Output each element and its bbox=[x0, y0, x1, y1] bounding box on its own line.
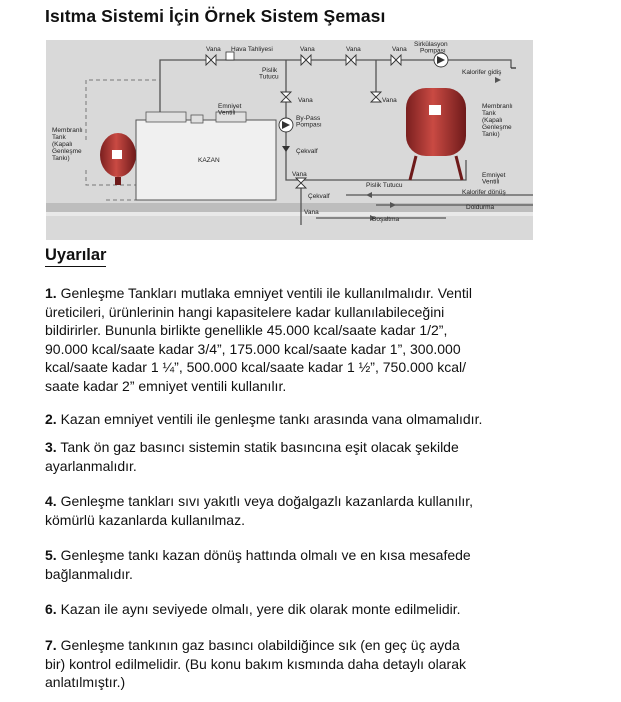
label-pislik-tutucu-top: Pislik Tutucu bbox=[259, 67, 279, 81]
warning-number: 3. bbox=[45, 439, 57, 455]
warning-line: saate kadar 2” emniyet ventili kullanılır. bbox=[45, 377, 287, 394]
warning-line: bir) kontrol edilmelidir. (Bu konu bakım kısmında daha detaylı olarak bbox=[45, 655, 466, 672]
warning-line: Tank ön gaz basıncı sistemin statik basıncına eşit olacak şekilde bbox=[60, 439, 459, 455]
label-vana-bottom: Vana bbox=[292, 171, 307, 178]
label-kalorifer-gidis: Kalorifer gidiş bbox=[462, 69, 502, 76]
bypass-pump-icon bbox=[279, 118, 293, 132]
label-vana-mid-right: Vana bbox=[382, 97, 397, 104]
warning-line: bağlanmalıdır. bbox=[45, 565, 133, 582]
warning-number: 7. bbox=[45, 637, 57, 653]
label-kalorifer-donus: Kalorifer dönüş bbox=[462, 189, 506, 196]
warning-line: Genleşme Tankları mutlaka emniyet ventili ile kullanılmalıdır. Ventil bbox=[60, 285, 472, 301]
warning-item-5 bbox=[45, 546, 535, 583]
warning-item-3 bbox=[45, 438, 535, 475]
label-emniyet-ventili-right: Emniyet Ventili bbox=[482, 172, 506, 186]
label-doldurma: Doldurma bbox=[466, 204, 495, 211]
circulation-pump-icon bbox=[434, 53, 448, 67]
label-kazan: KAZAN bbox=[198, 157, 220, 164]
label-sirkulasyon-pompasi: Sirkülasyon Pompası bbox=[414, 41, 448, 55]
warning-number: 6. bbox=[45, 601, 57, 617]
warning-item-6 bbox=[45, 600, 535, 619]
system-schema-diagram bbox=[46, 40, 533, 240]
floor bbox=[46, 208, 533, 214]
warning-line: anlatılmıştır.) bbox=[45, 674, 126, 690]
warning-number: 5. bbox=[45, 547, 57, 563]
warning-number: 4. bbox=[45, 493, 57, 509]
warning-item-7 bbox=[45, 636, 535, 692]
label-vana-3: Vana bbox=[346, 46, 361, 53]
label-vana-drain: Vana bbox=[304, 209, 319, 216]
label-vana-mid-left: Vana bbox=[298, 97, 313, 104]
warning-line: kömürlü kazanlarda kullanılmaz. bbox=[45, 511, 245, 528]
warning-number: 1. bbox=[45, 285, 57, 301]
warning-item-4 bbox=[45, 492, 535, 529]
label-membranli-tank-left: Membranlı Tank (Kapalı Genleşme Tankı) bbox=[52, 127, 83, 162]
label-vana-4: Vana bbox=[392, 46, 407, 53]
warning-line: kcal/saate kadar 1 ¼”, 500.000 kcal/saate kadar 1 ½”, 750.000 kcal/ bbox=[45, 359, 467, 375]
warnings-heading: Uyarılar bbox=[45, 246, 106, 267]
warning-line: bildirirler. Bununla birlikte genellikle 45.000 kcal/saate kadar 1/2”, bbox=[45, 322, 448, 338]
air-vent-icon bbox=[226, 52, 234, 60]
warning-item-1 bbox=[45, 284, 535, 395]
label-cekvalf-1: Çekvalf bbox=[296, 148, 318, 155]
warning-number: 2. bbox=[45, 411, 57, 427]
warning-line: Genleşme tankının gaz basıncı olabildiğince sık (en geç üç ayda bbox=[60, 637, 460, 653]
warning-item-2 bbox=[45, 410, 535, 429]
label-emniyet-ventili-left: Emniyet Ventili bbox=[218, 103, 242, 117]
warning-line: Kazan ile aynı seviyede olmalı, yere dik olarak monte edilmelidir. bbox=[60, 601, 461, 617]
label-cekvalf-2: Çekvalf bbox=[308, 193, 330, 200]
label-pislik-tutucu-bottom: Pislik Tutucu bbox=[366, 182, 403, 189]
warning-line: Genleşme tankı kazan dönüş hattında olmalı ve en kısa mesafede bbox=[60, 547, 471, 563]
warning-line: Kazan emniyet ventili ile genleşme tankı arasında vana olmamalıdır. bbox=[60, 411, 483, 427]
warning-line: ayarlanmalıdır. bbox=[45, 457, 137, 474]
label-bypass-pompasi: By-Pass Pompası bbox=[296, 115, 322, 129]
label-membranli-tank-right: Membranlı Tank (Kapalı Genleşme Tankı) bbox=[482, 103, 513, 138]
boiler-kazan bbox=[136, 112, 276, 200]
label-vana-1: Vana bbox=[206, 46, 221, 53]
label-bosaltma: Boşaltma bbox=[372, 216, 400, 223]
warning-line: Genleşme tankları sıvı yakıtlı veya doğalgazlı kazanlarda kullanılır, bbox=[60, 493, 474, 509]
page-title: Isıtma Sistemi İçin Örnek Sistem Şeması bbox=[45, 6, 386, 26]
warning-line: 90.000 kcal/saate kadar 3/4”, 175.000 kcal/saate kadar 1”, 300.000 bbox=[45, 340, 461, 357]
warning-line: üreticileri, ürünlerinin hangi kapasitelere kadar kullanılabileceğini bbox=[45, 303, 445, 320]
label-vana-2: Vana bbox=[300, 46, 315, 53]
label-hava-tahliyesi: Hava Tahliyesi bbox=[231, 46, 273, 53]
